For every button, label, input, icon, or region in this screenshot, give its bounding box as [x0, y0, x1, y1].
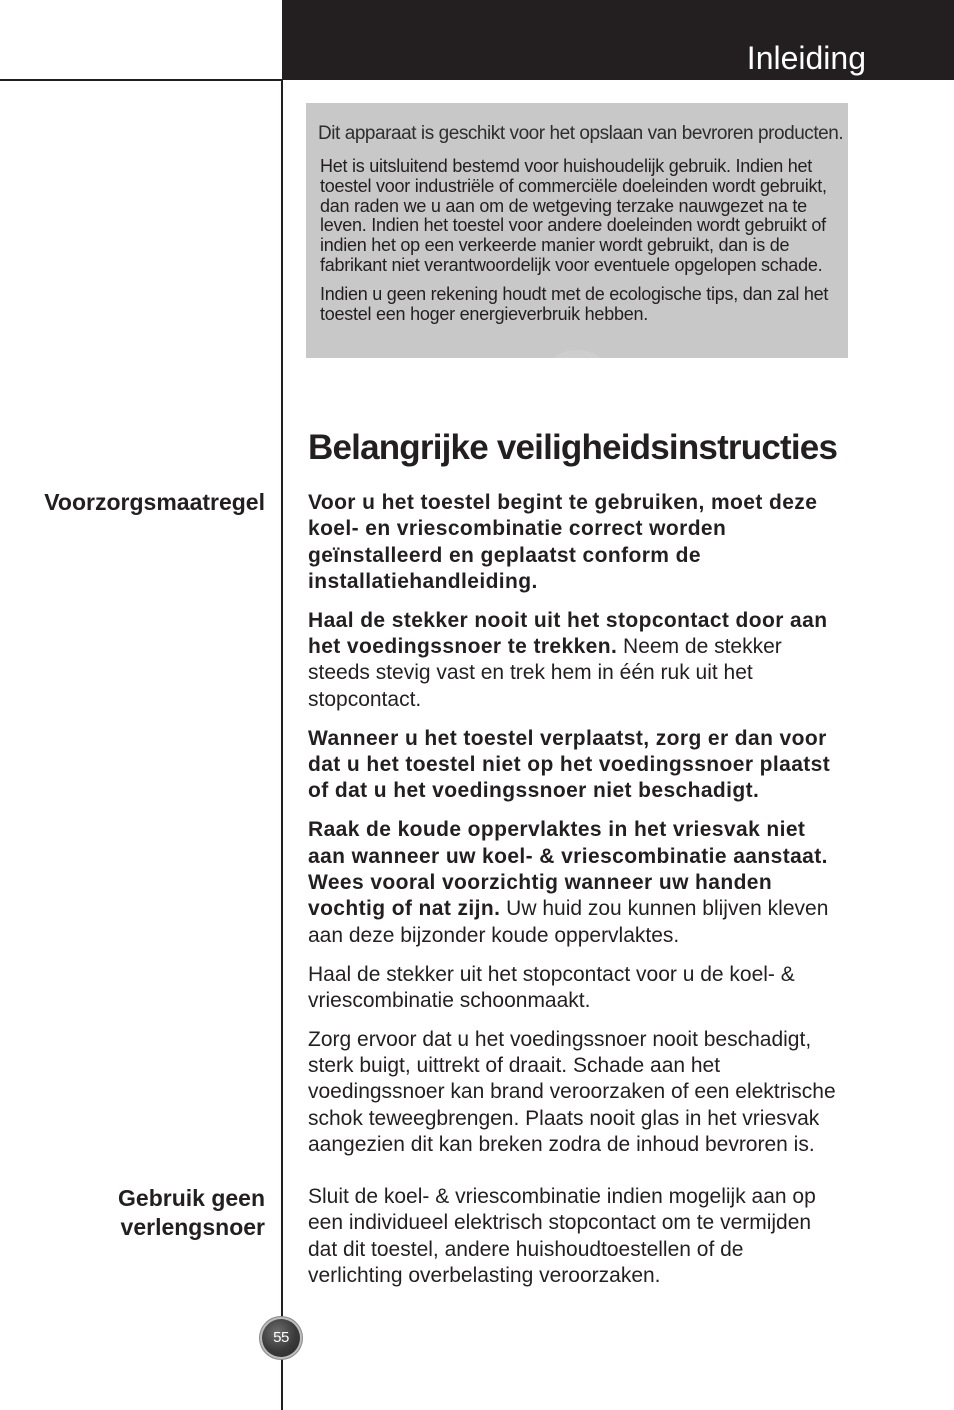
notice-paragraph — [320, 285, 828, 325]
page-number: 55 — [273, 1329, 289, 1346]
paragraph-line: steeds stevig vast en trek hem in één ruk uit het — [308, 661, 753, 685]
paragraph-line: een individueel elektrisch stopcontact om te vermijden — [308, 1211, 812, 1235]
notice-line: indien het op een verkeerde manier wordt gebruikt, dan is de — [320, 235, 790, 256]
paragraph-line: aan deze bijzonder koude oppervlaktes. — [308, 923, 680, 947]
paragraph — [308, 1184, 868, 1289]
paragraph-text: Neem de stekker — [623, 635, 782, 659]
side-label-precaution — [0, 488, 265, 517]
header-rule — [0, 79, 283, 81]
paragraph-line: Haal de stekker uit het stopcontact voor u de koel- & — [308, 962, 795, 986]
notice-line: dan raden we u aan om de wetgeving terzake nauwgezet na te — [320, 195, 807, 216]
notice-line: leven. Indien het toestel voor andere doeleinden wordt gebruikt of — [320, 215, 826, 236]
emphasis-line: of dat u het voedingssnoer niet beschadigt. — [308, 779, 760, 803]
notice-intro: Dit apparaat is geschikt voor het opslaan van bevroren producten. — [318, 123, 844, 144]
emphasis-line: koel- en vriescombinatie correct worden — [308, 517, 727, 541]
emphasis-line: Wanneer u het toestel verplaatst, zorg er dan voor — [308, 726, 827, 750]
paragraph-line: stopcontact. — [308, 687, 422, 711]
precaution-section — [308, 490, 868, 1171]
paragraph-line: schok teweegbrengen. Plaats nooit glas in het vriesvak — [308, 1106, 820, 1130]
paragraph-line: vriescombinatie schoonmaakt. — [308, 988, 591, 1012]
emphasis-line: installatiehandleiding. — [308, 569, 538, 593]
emphasis-line: Voor u het toestel begint te gebruiken, moet deze — [308, 491, 818, 514]
paragraph — [308, 1027, 868, 1158]
paragraph — [308, 817, 868, 948]
emphasis-line: dat u het toestel niet op het voedingssnoer plaatst — [308, 753, 831, 777]
paragraph — [308, 962, 868, 1015]
paragraph-line: voedingssnoer kan brand veroorzaken of een elektrische — [308, 1080, 836, 1104]
paragraph — [308, 726, 868, 805]
paragraph-text: Uw huid zou kunnen blijven kleven — [506, 897, 829, 921]
side-label-line: verlengsnoer — [120, 1214, 265, 1240]
page-number-badge — [262, 1319, 300, 1357]
paragraph — [308, 490, 868, 595]
paragraph-line: aangezien dit kan breken zodra de inhoud bevroren is. — [308, 1132, 815, 1156]
emphasis-line: Wees vooral voorzichtig wanneer uw handen — [308, 870, 773, 894]
emphasis-text: het voedingssnoer te trekken. — [308, 635, 618, 659]
notice-line: toestel een hoger energieverbruik hebben. — [320, 303, 648, 324]
margin-rule — [281, 80, 283, 1410]
side-label-line: Voorzorgsmaatregel — [44, 489, 265, 515]
chapter-header-bar — [282, 0, 954, 80]
notice-line: Indien u geen rekening houdt met de ecologische tips, dan zal het — [320, 284, 829, 304]
emphasis-text: vochtig of nat zijn. — [308, 897, 501, 921]
watermark-shape — [548, 350, 606, 358]
side-label-extension-cord — [0, 1184, 265, 1242]
section-heading: Belangrijke veiligheidsinstructies — [308, 428, 838, 467]
paragraph — [308, 608, 868, 713]
emphasis-line: Raak de koude oppervlaktes in het vriesvak niet — [308, 818, 806, 842]
emphasis-line: geïnstalleerd en geplaatst conform de — [308, 543, 701, 567]
paragraph-line — [308, 634, 868, 660]
extension-cord-section — [308, 1184, 868, 1302]
paragraph-line: Zorg ervoor dat u het voedingssnoer nooit beschadigt, — [308, 1027, 812, 1051]
side-label-line: Gebruik geen — [118, 1185, 265, 1211]
paragraph-line: verlichting overbelasting veroorzaken. — [308, 1263, 661, 1287]
notice-line: Het is uitsluitend bestemd voor huishoudelijk gebruik. Indien het — [320, 156, 813, 176]
paragraph-line: dat dit toestel, andere huishoudtoestellen of de — [308, 1237, 744, 1261]
paragraph-line: Sluit de koel- & vriescombinatie indien mogelijk aan op — [308, 1185, 816, 1208]
emphasis-line: aan wanneer uw koel- & vriescombinatie aanstaat. — [308, 844, 828, 868]
notice-line: toestel voor industriële of commerciële doeleinden wordt gebruikt, — [320, 175, 827, 196]
paragraph-line — [308, 896, 868, 922]
emphasis-line: Haal de stekker nooit uit het stopcontact door aan — [308, 608, 828, 632]
paragraph-line: sterk buigt, uittrekt of draait. Schade aan het — [308, 1054, 721, 1078]
notice-line: fabrikant niet verantwoordelijk voor eventuele opgelopen schade. — [320, 254, 823, 275]
notice-box — [306, 103, 848, 358]
notice-paragraph — [320, 157, 827, 276]
chapter-title: Inleiding — [746, 40, 866, 76]
